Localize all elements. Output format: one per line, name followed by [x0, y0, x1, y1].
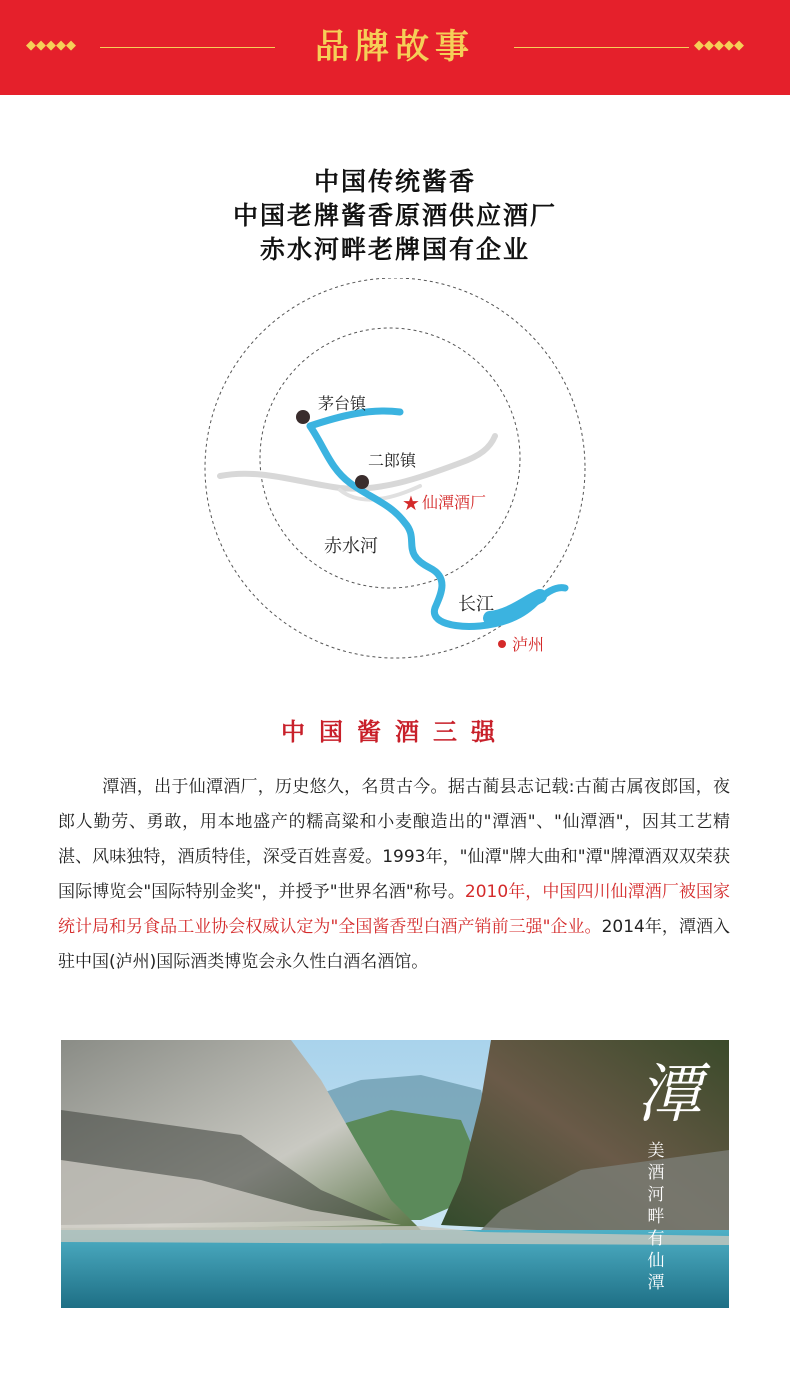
banner-rule-right	[514, 47, 689, 48]
story-part-2: 2014年，潭酒入驻中国(泸州)国际酒类博览会永久性白酒名酒馆。	[58, 917, 731, 972]
headline-3: 赤水河畔老牌国有企业	[259, 235, 530, 264]
brand-story-banner	[0, 0, 790, 95]
calligraphy-mark: 潭	[637, 1058, 701, 1132]
chishui-river	[310, 411, 565, 626]
story-part-1: 潭酒，出于仙潭酒厂，历史悠久，名贯古今。据古蔺县志记载:古蔺古属夜郎国，夜郎人勤劳、勇敢，用本地盛产的糯高粱和小麦酿造出的"潭酒"、"仙潭酒"，因其工艺精湛、风味独特，酒质特佳，深受百姓喜爱。1993年，"仙潭"牌大曲和"潭"牌潭酒双双荣获国际博览会"国际特别金奖"，并授予"世界名酒"称号。	[58, 777, 730, 902]
diamond-ornament-left: ◆◆◆◆◆	[26, 38, 76, 53]
label-luzhou: 泸州	[512, 635, 545, 654]
label-erlang: 二郎镇	[368, 451, 417, 470]
label-xiantan: 仙潭酒厂	[422, 493, 487, 512]
maotai-marker	[296, 410, 310, 424]
erlang-marker	[355, 475, 369, 489]
section-subtitle: 中国酱酒三强	[281, 717, 509, 746]
label-chishui: 赤水河	[324, 536, 378, 557]
label-changjiang: 长江	[458, 594, 494, 615]
headline-1: 中国传统酱香	[313, 167, 476, 196]
chishui-river-map	[190, 278, 610, 678]
label-maotai: 茅台镇	[318, 394, 367, 413]
chishui-gorge-photo	[61, 1040, 729, 1308]
luzhou-marker	[498, 640, 506, 648]
star-icon: ★	[402, 491, 420, 515]
headline-2: 中国老牌酱香原酒供应酒厂	[232, 201, 557, 230]
brand-story-text	[58, 770, 730, 980]
diamond-ornament-right: ◆◆◆◆◆	[694, 38, 744, 53]
banner-title: 品牌故事	[315, 27, 475, 67]
story-highlight: 2010年，中国四川仙潭酒厂被国家统计局和另食品工业协会权威认定为"全国酱香型白酒产销前三强"企业。	[58, 882, 731, 937]
yangtze-river	[490, 596, 540, 618]
photo-caption-vertical: 美酒河畔有仙潭	[647, 1141, 665, 1293]
